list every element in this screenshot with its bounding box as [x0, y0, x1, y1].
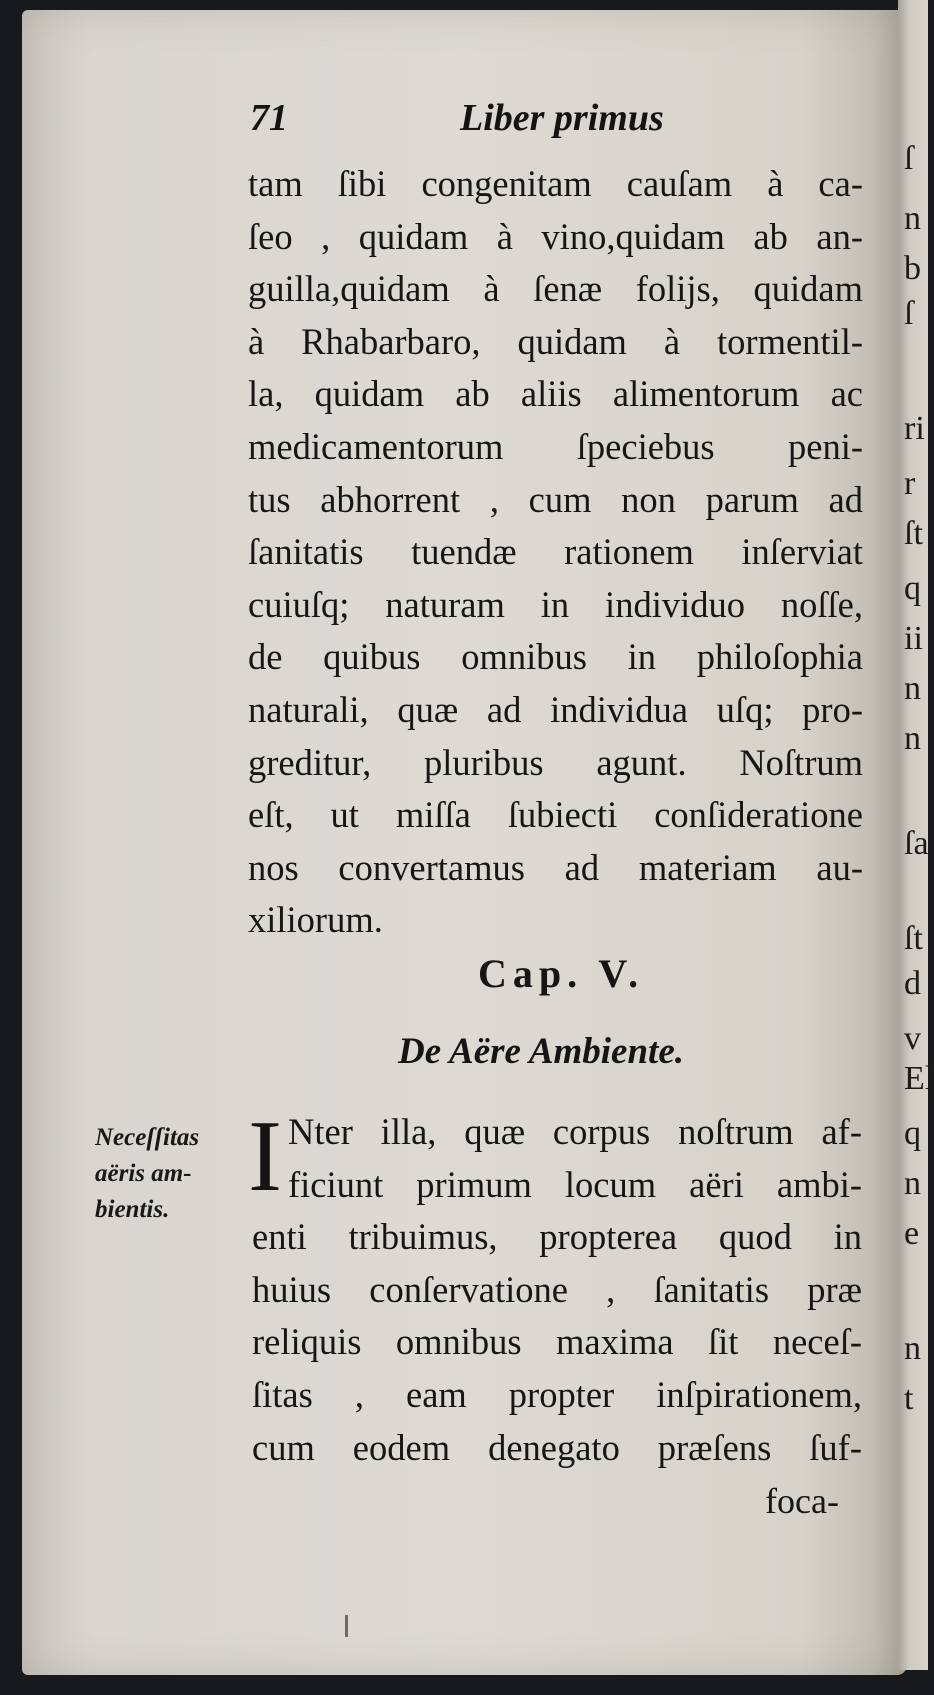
- text-line: greditur, pluribus agunt. Noſtrum: [248, 741, 863, 783]
- text-line: enti tribuimus, propterea quod in: [252, 1216, 862, 1258]
- marginal-note: [95, 1120, 235, 1228]
- facing-page-fragment: ſt: [904, 920, 923, 957]
- facing-page-fragment: t: [904, 1380, 914, 1417]
- drop-cap: I: [248, 1100, 282, 1213]
- marginal-note-line: bientis.: [95, 1196, 170, 1223]
- facing-page-fragment: n: [904, 720, 921, 757]
- facing-page-fragment: n: [904, 670, 921, 707]
- chapter-title: De Aëre Ambiente.: [398, 1031, 685, 1072]
- facing-page-fragment: ſa: [904, 825, 929, 862]
- facing-page-fragment: b: [904, 250, 921, 287]
- marginal-note-line: aëris am-: [95, 1160, 192, 1187]
- text-line: tus abhorrent , cum non parum ad: [248, 478, 863, 520]
- text-line: ficiunt primum locum aëri ambi-: [288, 1163, 862, 1205]
- facing-page-edge: [898, 0, 934, 1670]
- facing-page-fragment: r: [904, 465, 916, 502]
- text-line: cum eodem denegato præſens ſuf-: [252, 1426, 862, 1468]
- facing-page-fragment: e: [904, 1215, 920, 1252]
- page-number: 71: [250, 97, 288, 139]
- facing-page-fragment: ii: [904, 620, 923, 657]
- facing-page-fragment: n: [904, 200, 921, 237]
- text-line: cuiuſq; naturam in individuo noſſe,: [248, 583, 863, 625]
- text-line: reliquis omnibus maxima ſit neceſ-: [252, 1321, 862, 1363]
- facing-page-fragment: ri: [904, 410, 925, 447]
- facing-page-fragment: ſ: [904, 295, 914, 332]
- text-line: naturali, quæ ad individua uſq; pro-: [248, 688, 863, 730]
- text-line: ſanitatis tuendæ rationem inſerviat: [248, 531, 863, 573]
- marginal-note-line: Neceſſitas: [95, 1124, 200, 1151]
- text-line: Nter illa, quæ corpus noſtrum af-: [288, 1111, 862, 1152]
- text-line: xiliorum.: [248, 899, 383, 941]
- facing-page-fragment: q: [904, 570, 921, 607]
- text-line: la, quidam ab aliis alimentorum ac: [248, 373, 863, 415]
- facing-page-fragment: q: [904, 1115, 921, 1152]
- chapter-paragraph: [252, 1106, 862, 1474]
- facing-page-fragment: ſt: [904, 515, 923, 552]
- text-line: eſt, ut miſſa ſubiecti conſideratione: [248, 794, 863, 836]
- chapter-heading: Cap. V.: [478, 951, 645, 996]
- text-line: à Rhabarbaro, quidam à tormentil-: [248, 320, 863, 362]
- facing-page-fragment: n: [904, 1330, 921, 1367]
- text-line: medicamentorum ſpeciebus peni-: [248, 425, 863, 467]
- facing-page-fragment: n: [904, 1165, 921, 1202]
- facing-page-fragment: El: [904, 1060, 934, 1097]
- running-title: Liber primus: [460, 97, 664, 139]
- body-paragraph: [248, 158, 863, 947]
- text-line: guilla,quidam à ſenæ folijs, quidam: [248, 268, 863, 310]
- facing-page-fragment: ſ: [904, 140, 914, 177]
- facing-page-fragment: v: [904, 1020, 921, 1057]
- text-line: nos convertamus ad materiam au-: [248, 846, 863, 888]
- facing-page-fragment: d: [904, 965, 921, 1002]
- text-line: de quibus omnibus in philoſophia: [248, 636, 863, 678]
- catchword: foca-: [765, 1481, 839, 1521]
- paper-mark: [345, 1615, 348, 1637]
- text-line: ſitas , eam propter inſpirationem,: [252, 1373, 862, 1415]
- text-line: huius conſervatione , ſanitatis præ: [252, 1268, 862, 1310]
- text-line: ſeo , quidam à vino,quidam ab an-: [248, 215, 863, 257]
- text-line: tam ſibi congenitam cauſam à ca-: [248, 163, 863, 204]
